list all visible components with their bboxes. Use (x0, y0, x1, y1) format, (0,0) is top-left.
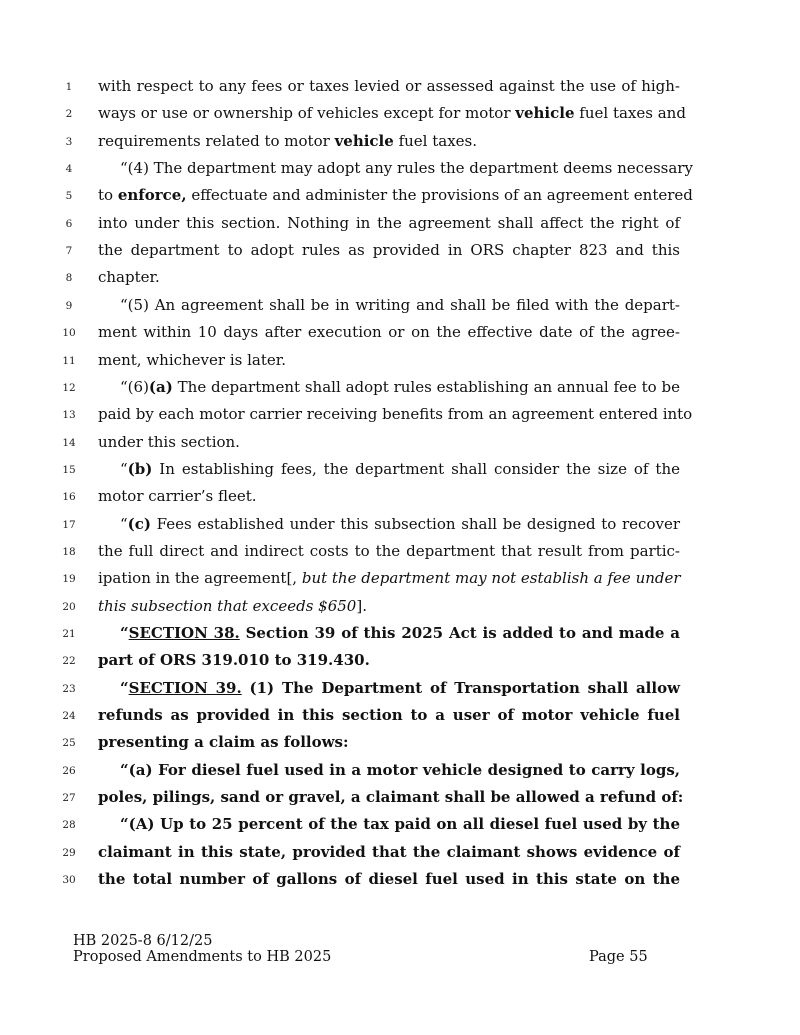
page-footer (73, 933, 673, 965)
document-line (0, 539, 800, 566)
text-run: the department to adopt rules as provided in ORS chapter 823 and this (98, 241, 680, 260)
document-line (0, 566, 800, 593)
document-line (0, 183, 800, 210)
document-line (0, 730, 800, 757)
line-text (98, 214, 680, 232)
line-number: 15 (62, 463, 76, 476)
line-text (98, 132, 680, 150)
line-number: 20 (62, 600, 76, 613)
line-text (98, 460, 680, 478)
line-text (98, 487, 680, 505)
document-line (0, 594, 800, 621)
text-run: vehicle (515, 104, 575, 123)
line-number: 17 (62, 518, 76, 531)
document-line (0, 265, 800, 292)
document-line (0, 101, 800, 128)
text-run: The department shall adopt rules establishing an annual fee to be (172, 377, 680, 396)
text-run: (a) (148, 377, 173, 396)
text-run: “(4) The department may adopt any rules the department deems necessary (120, 159, 693, 178)
line-text (98, 733, 680, 751)
line-text (98, 159, 693, 178)
line-number: 30 (62, 874, 76, 887)
line-number: 19 (62, 573, 76, 586)
text-run: this subsection that exceeds $650 (98, 596, 357, 615)
line-text (98, 870, 680, 888)
document-line (0, 129, 800, 156)
line-number: 4 (65, 163, 73, 176)
line-text (98, 788, 684, 807)
document-line (0, 238, 800, 265)
text-run: (1) The Department of Transportation shall allow (241, 678, 680, 697)
line-text (98, 296, 680, 314)
line-number: 12 (62, 381, 76, 394)
line-number: 18 (62, 545, 76, 558)
text-run: “(6) (120, 377, 149, 396)
line-text (98, 651, 680, 669)
document-line (0, 402, 800, 429)
line-number: 1 (65, 81, 73, 93)
line-text (98, 323, 680, 341)
line-text (98, 569, 680, 587)
line-number: 29 (62, 846, 76, 859)
text-run: requirements related to motor (98, 131, 335, 150)
text-run: vehicle (334, 131, 394, 150)
line-number: 6 (65, 217, 73, 230)
line-text (98, 815, 680, 833)
text-run: Section 39 of this 2025 Act is added to and made a (239, 624, 680, 642)
line-number: 28 (62, 819, 76, 832)
text-run: to (98, 186, 118, 205)
text-run: “(5) An agreement shall be in writing and shall be filed with the depart- (120, 295, 680, 314)
line-number: 7 (65, 245, 73, 258)
line-number: 2 (65, 108, 73, 121)
text-run: In establishing fees, the department shall consider the size of the (152, 459, 680, 478)
document-line (0, 320, 800, 347)
document-line (0, 457, 800, 484)
line-text (98, 679, 680, 697)
line-text (98, 542, 680, 560)
line-text (98, 268, 680, 286)
line-text (98, 104, 686, 123)
line-number: 16 (62, 491, 76, 504)
line-text (98, 624, 680, 642)
text-run: presenting a claim as follows: (98, 733, 349, 752)
line-number: 25 (62, 737, 76, 750)
text-run: the total number of gallons of diesel fuel used in this state on the (98, 870, 680, 889)
footer-subtitle: Proposed Amendments to HB 2025 (73, 949, 332, 965)
line-number: 10 (62, 327, 76, 340)
text-run: “(A) Up to 25 percent of the tax paid on all diesel fuel used by the (120, 815, 680, 834)
document-line (0, 785, 800, 812)
line-text (98, 597, 680, 615)
document-line (0, 293, 800, 320)
line-text (98, 433, 680, 451)
text-run: effectuate and administer the provisions of an agreement entered (186, 186, 693, 205)
document-line (0, 348, 800, 375)
line-number: 14 (62, 436, 76, 449)
text-run: SECTION 39. (128, 678, 242, 697)
line-text (98, 843, 680, 861)
line-text (98, 405, 693, 424)
line-number: 26 (62, 764, 76, 777)
text-run: fuel taxes. (393, 131, 478, 150)
document-line (0, 840, 800, 867)
document-line (0, 703, 800, 730)
line-number: 23 (62, 682, 76, 695)
line-text (98, 515, 680, 533)
line-number: 11 (62, 354, 76, 367)
document-line (0, 156, 800, 183)
text-run: but the department may not establish a fee under (301, 569, 681, 588)
line-text (98, 706, 680, 724)
text-run: “ (120, 514, 128, 533)
document-line (0, 430, 800, 457)
text-run: poles, pilings, sand or gravel, a claimant shall be allowed a refund of: (98, 788, 684, 807)
text-run: ]. (356, 596, 367, 615)
document-line (0, 758, 800, 785)
text-run: “(a) For diesel fuel used in a motor vehicle designed to carry logs, (120, 760, 680, 779)
line-text (98, 241, 680, 259)
document-line (0, 648, 800, 675)
text-run: the full direct and indirect costs to the department that result from partic- (98, 541, 680, 560)
line-number: 24 (62, 710, 76, 723)
footer-page-number: Page 55 (589, 949, 648, 965)
line-text (98, 186, 693, 205)
document-line (0, 484, 800, 511)
line-number: 9 (65, 299, 73, 312)
text-run: SECTION 38. (128, 624, 240, 642)
text-run: motor carrier’s fleet. (98, 487, 257, 506)
document-line (0, 74, 800, 101)
text-run: paid by each motor carrier receiving benefits from an agreement entered into (98, 405, 693, 424)
text-run: fuel taxes and (574, 104, 686, 123)
document-line (0, 621, 800, 648)
line-text (98, 761, 680, 779)
text-run: “ (120, 678, 129, 697)
line-number: 22 (62, 655, 76, 668)
text-run: with respect to any fees or taxes levied or assessed against the use of high- (98, 77, 680, 95)
text-run: part of ORS 319.010 to 319.430. (98, 651, 370, 670)
document-line (0, 512, 800, 539)
text-run: ment within 10 days after execution or on the effective date of the agree- (98, 323, 680, 342)
text-run: ment, whichever is later. (98, 350, 287, 369)
footer-doc-id: HB 2025-8 6/12/25 (73, 933, 213, 949)
line-number: 27 (62, 792, 76, 805)
text-run: (c) (127, 514, 151, 533)
text-run: ways or use or ownership of vehicles except for motor (98, 104, 516, 123)
line-number: 3 (65, 135, 73, 148)
text-run: into under this section. Nothing in the agreement shall affect the right of (98, 213, 680, 232)
text-run: ipation in the agreement[, (98, 569, 302, 588)
line-number: 8 (65, 272, 73, 285)
line-number: 5 (65, 190, 73, 203)
text-run: (b) (127, 459, 153, 478)
text-run: “ (120, 459, 128, 478)
text-run: chapter. (98, 268, 160, 287)
document-line (0, 867, 800, 894)
text-run: “ (120, 624, 129, 642)
document-line (0, 676, 800, 703)
text-run: Fees established under this subsection shall be designed to recover (151, 514, 680, 533)
text-run: enforce, (117, 186, 187, 205)
text-run: refunds as provided in this section to a user of motor vehicle fuel (98, 706, 680, 725)
line-number: 13 (62, 409, 76, 422)
document-line (0, 812, 800, 839)
document-line (0, 375, 800, 402)
text-run: claimant in this state, provided that the claimant shows evidence of (98, 842, 680, 861)
text-run: under this section. (98, 432, 240, 451)
line-text (98, 351, 680, 369)
line-text (98, 378, 680, 396)
document-line (0, 211, 800, 238)
line-number: 21 (62, 628, 76, 640)
line-text (98, 77, 680, 95)
